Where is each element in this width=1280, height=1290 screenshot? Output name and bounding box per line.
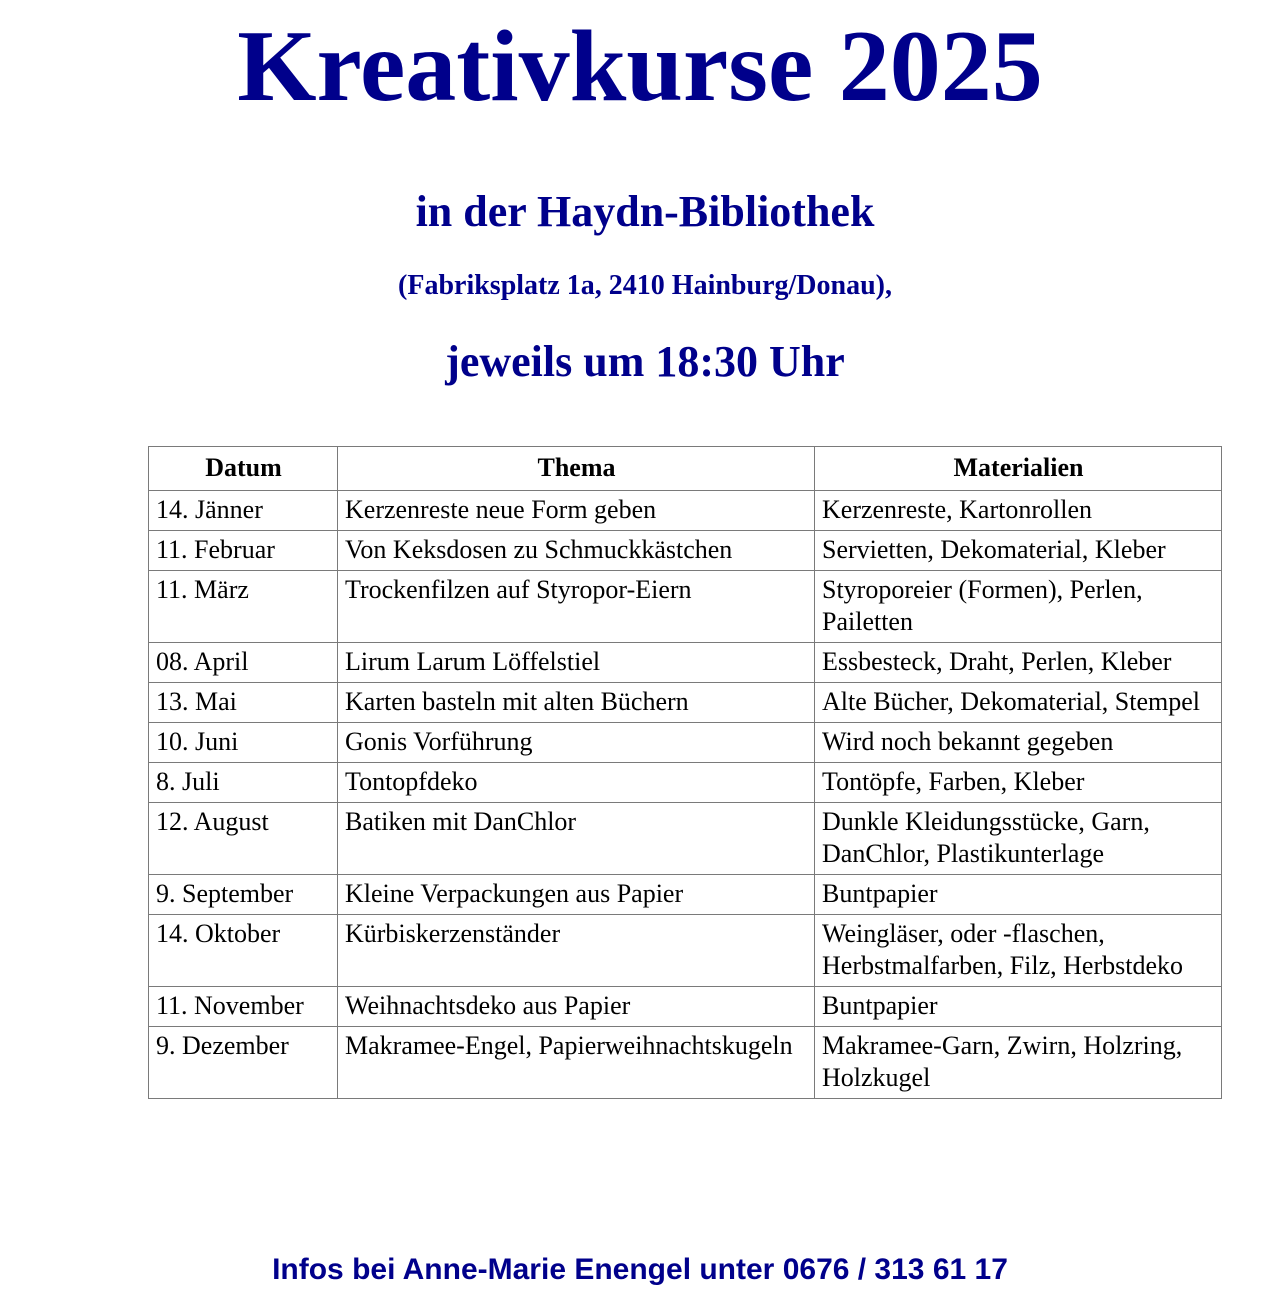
table-row [149,723,1222,763]
table-row [149,643,1222,683]
contact-info: Infos bei Anne-Marie Enengel unter 0676 / 313 61 17 [272,1253,1008,1286]
cell-materialien: Styroporeier (Formen), Perlen, Pailetten [815,571,1222,643]
table-body [149,491,1222,1099]
time-subtitle: jeweils um 18:30 Uhr [445,337,845,386]
table-row [149,1027,1222,1099]
table-row [149,571,1222,643]
cell-materialien: Alte Bücher, Dekomaterial, Stempel [815,683,1222,723]
cell-datum: 10. Juni [149,723,338,763]
cell-materialien: Makramee-Garn, Zwirn, Holzring, Holzkugel [815,1027,1222,1099]
table-row [149,683,1222,723]
course-schedule-table [148,446,1222,1099]
cell-materialien: Buntpapier [815,987,1222,1027]
address-subtitle: (Fabriksplatz 1a, 2410 Hainburg/Donau), [398,270,892,301]
location-subtitle: in der Haydn-Bibliothek [415,187,875,236]
cell-materialien: Dunkle Kleidungsstücke, Garn, DanChlor, Plastikunterlage [815,803,1222,875]
cell-thema: Makramee-Engel, Papierweihnachtskugeln [338,1027,815,1099]
cell-thema: Gonis Vorführung [338,723,815,763]
cell-datum: 9. Dezember [149,1027,338,1099]
table-row [149,491,1222,531]
table-row [149,915,1222,987]
cell-thema: Kerzenreste neue Form geben [338,491,815,531]
cell-datum: 14. Jänner [149,491,338,531]
cell-datum: 14. Oktober [149,915,338,987]
table-row [149,803,1222,875]
cell-datum: 13. Mai [149,683,338,723]
table-row [149,987,1222,1027]
cell-materialien: Tontöpfe, Farben, Kleber [815,763,1222,803]
cell-thema: Weihnachtsdeko aus Papier [338,987,815,1027]
cell-datum: 12. August [149,803,338,875]
cell-materialien: Kerzenreste, Kartonrollen [815,491,1222,531]
cell-materialien: Weingläser, oder -flaschen, Herbstmalfarben, Filz, Herbstdeko [815,915,1222,987]
column-header-materialien: Materialien [815,447,1222,491]
column-header-datum: Datum [149,447,338,491]
table-row [149,531,1222,571]
table-header-row [149,447,1222,491]
cell-thema: Lirum Larum Löffelstiel [338,643,815,683]
table-row [149,875,1222,915]
page-title: Kreativkurse 2025 [237,10,1043,123]
cell-thema: Karten basteln mit alten Büchern [338,683,815,723]
cell-datum: 08. April [149,643,338,683]
cell-datum: 9. September [149,875,338,915]
cell-thema: Von Keksdosen zu Schmuckkästchen [338,531,815,571]
column-header-thema: Thema [338,447,815,491]
cell-datum: 11. November [149,987,338,1027]
cell-thema: Kleine Verpackungen aus Papier [338,875,815,915]
cell-materialien: Wird noch bekannt gegeben [815,723,1222,763]
cell-materialien: Servietten, Dekomaterial, Kleber [815,531,1222,571]
cell-thema: Trockenfilzen auf Styropor-Eiern [338,571,815,643]
cell-materialien: Buntpapier [815,875,1222,915]
cell-thema: Tontopfdeko [338,763,815,803]
table-row [149,763,1222,803]
cell-thema: Batiken mit DanChlor [338,803,815,875]
cell-thema: Kürbiskerzenständer [338,915,815,987]
cell-datum: 11. Februar [149,531,338,571]
cell-datum: 11. März [149,571,338,643]
cell-materialien: Essbesteck, Draht, Perlen, Kleber [815,643,1222,683]
cell-datum: 8. Juli [149,763,338,803]
